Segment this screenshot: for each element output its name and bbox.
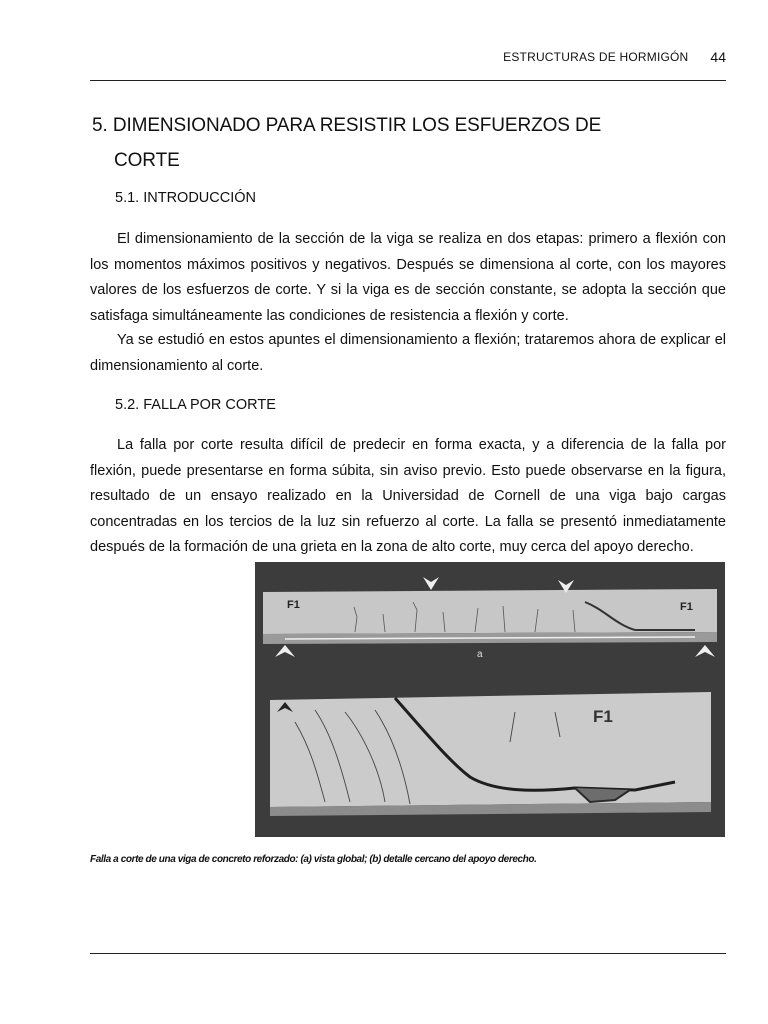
section-title-line2: CORTE — [114, 150, 180, 171]
beam-detail-view — [270, 692, 711, 807]
beam-test-photo — [255, 562, 725, 837]
section-title — [92, 108, 712, 178]
label-f1-left: F1 — [287, 599, 300, 611]
subsection-title-falla-por-corte: 5.2. FALLA POR CORTE — [115, 397, 276, 413]
page-number: 44 — [710, 49, 726, 65]
header-rule — [90, 80, 726, 81]
beam-test-illustration — [255, 562, 725, 837]
paragraph: El dimensionamiento de la sección de la viga se realiza en dos etapas: primero a flexión con los momentos máximos positivos y negativos. Después se dimensiona al corte, con los mayores valores de los esfuerzos de corte. Y si la viga es de sección constante, se adopta la sección que satisfaga simultáneamente las condiciones de resistencia a flexión y corte. — [90, 231, 726, 324]
header-title: ESTRUCTURAS DE HORMIGÓN — [503, 50, 689, 64]
label-f1-detail: F1 — [593, 707, 613, 726]
paragraph: Ya se estudió en estos apuntes el dimensionamiento a flexión; trataremos ahora de explicar el dimensionamiento al corte. — [90, 332, 726, 374]
figure-caption: Falla a corte de una viga de concreto reforzado: (a) vista global; (b) detalle cercano del apoyo derecho. — [90, 854, 537, 865]
label-f1-right: F1 — [680, 601, 693, 613]
subsection-title-introduccion: 5.1. INTRODUCCIÓN — [115, 190, 256, 206]
footer-rule — [90, 953, 726, 954]
section-title-line1: 5. DIMENSIONADO PARA RESISTIR LOS ESFUERZOS DE — [92, 115, 602, 136]
running-header — [90, 44, 726, 70]
paragraph: La falla por corte resulta difícil de predecir en forma exacta, y a diferencia de la falla por flexión, puede presentarse en forma súbita, sin aviso previo. Esto puede observarse en la figura, resultado de un ensayo realizado en la Universidad de Cornell de una viga bajo cargas concentradas en los tercios de la luz sin refuerzo al corte. La falla se presentó inmediatamente después de la formación de una grieta en la zona de alto corte, muy cerca del apoyo derecho. — [90, 437, 726, 555]
beam-global-view — [263, 589, 717, 634]
panel-label-a: a — [477, 649, 483, 660]
